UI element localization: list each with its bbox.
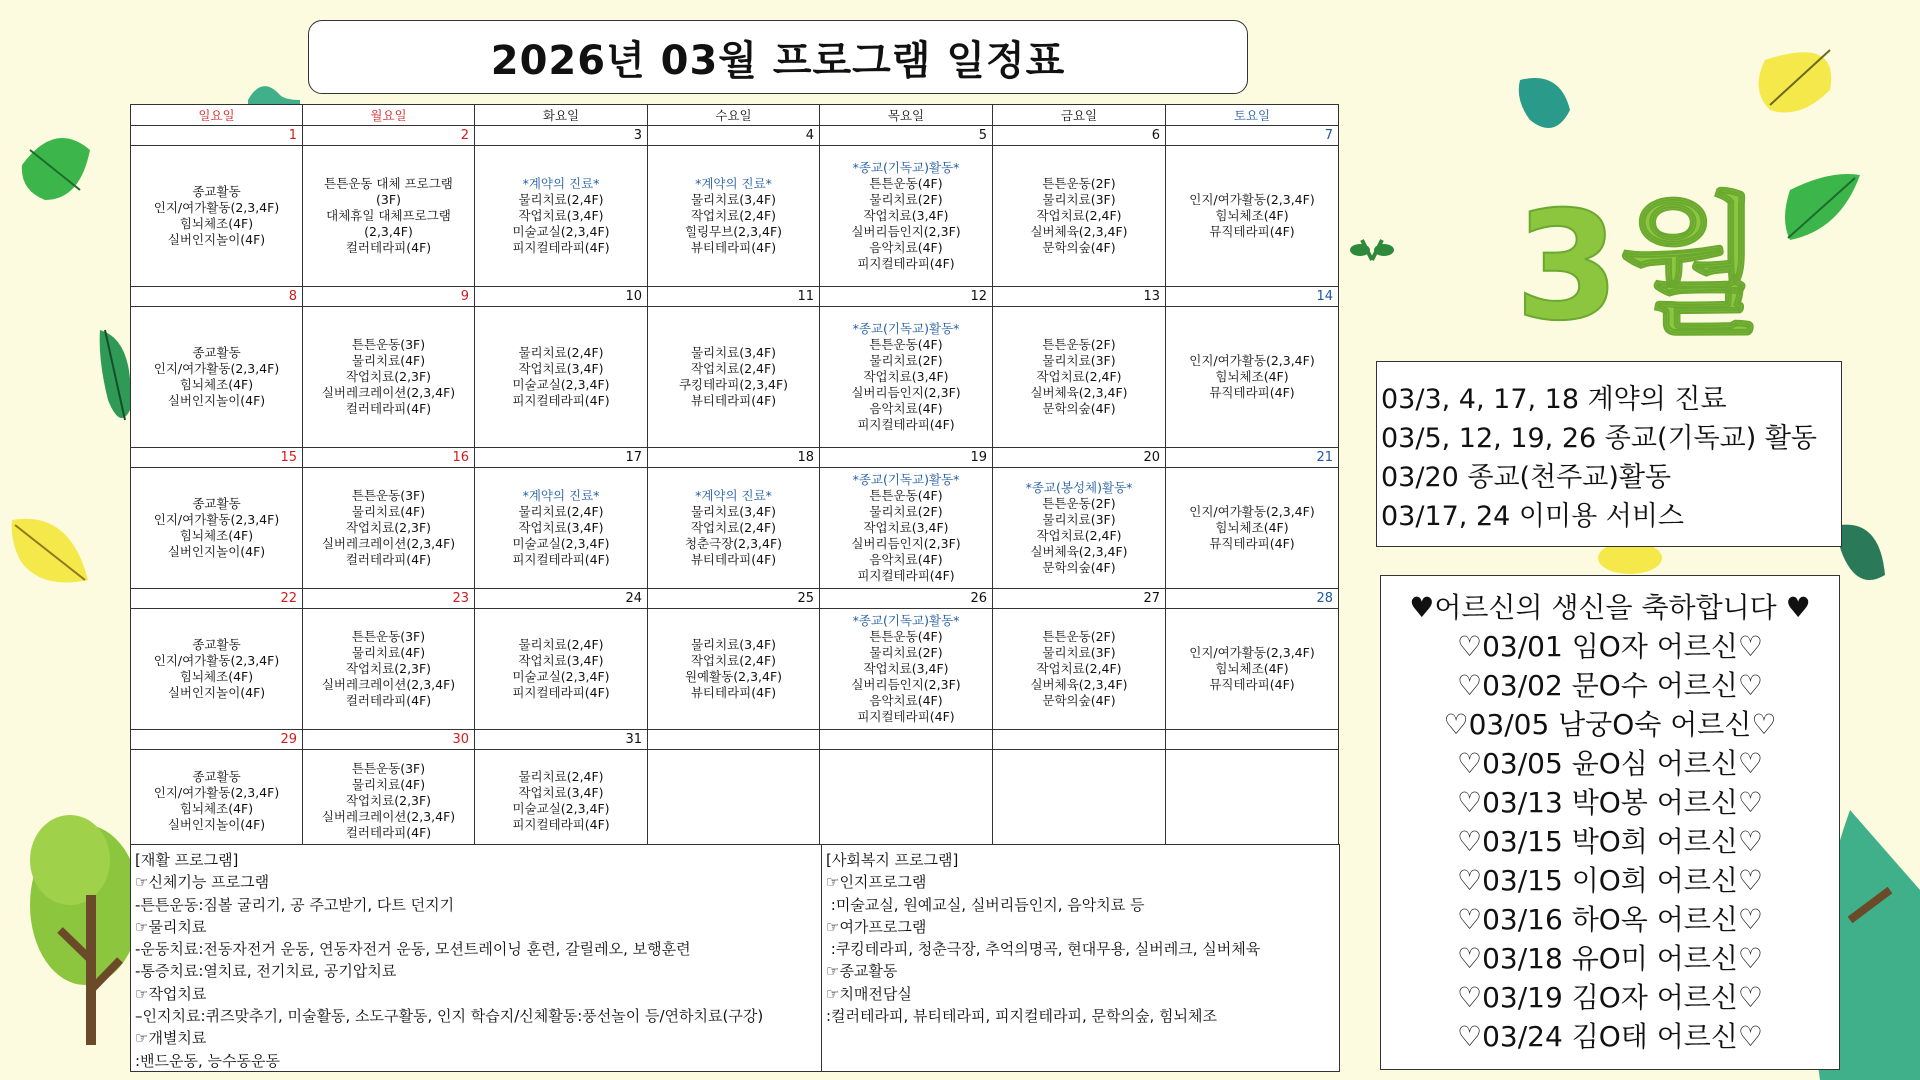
day-number: 28	[1166, 589, 1339, 609]
activity-item: 실버리듬인지(2,3F)	[851, 224, 961, 239]
empty-cell	[993, 750, 1166, 853]
activity-item: 실버레크레이션(2,3,4F)	[321, 385, 456, 400]
activity-item: 물리치료(4F)	[351, 777, 426, 792]
day-activities	[131, 750, 303, 853]
activity-item: 컬러테라피(4F)	[345, 401, 432, 416]
activity-item: *종교(봉성체)활동*	[1025, 480, 1133, 495]
activity-item: 인지/여가활동(2,3,4F)	[1189, 645, 1315, 660]
activity-item: 힘뇌체조(4F)	[1215, 520, 1289, 535]
leaf-green-icon-3	[1785, 174, 1860, 240]
activity-item: 실버레크레이션(2,3,4F)	[321, 809, 456, 824]
activity-item: 작업치료(2,3F)	[345, 793, 432, 808]
activity-item: 실버인지놀이(4F)	[167, 685, 266, 700]
birthday-box	[1380, 575, 1840, 1070]
day-number: 21	[1166, 448, 1339, 468]
leaf-teal-icon-2	[1838, 525, 1885, 580]
leaf-green-icon-2	[100, 330, 131, 420]
activity-item: 뮤직테라피(4F)	[1209, 224, 1295, 239]
page-title: 2026년 03월 프로그램 일정표	[308, 20, 1248, 94]
day-activities	[648, 468, 820, 589]
weekday-tue: 화요일	[475, 105, 648, 126]
activity-item: 미술교실(2,3,4F)	[512, 801, 610, 816]
activity-item: 작업치료(2,4F)	[1036, 661, 1122, 676]
day-number: 23	[303, 589, 475, 609]
activity-item: 물리치료(3,4F)	[690, 192, 777, 207]
activity-item: 튼튼운동(2F)	[1042, 629, 1116, 644]
day-number: 29	[131, 730, 303, 750]
day-number: 27	[993, 589, 1166, 609]
activity-item: 물리치료(2,4F)	[518, 192, 604, 207]
activity-item: 종교활동	[192, 345, 241, 360]
rehab-program-list	[131, 845, 822, 1071]
activity-item: 피지컬테라피(4F)	[512, 685, 610, 700]
day-number: 26	[820, 589, 993, 609]
day-activities	[820, 609, 993, 730]
activity-item: 뷰티테라피(4F)	[690, 552, 777, 567]
activity-item: 피지컬테라피(4F)	[512, 817, 610, 832]
day-activities	[1166, 468, 1339, 589]
day-number: 3	[475, 126, 648, 146]
notice-line: 03/3, 4, 17, 18 계약의 진료	[1381, 384, 1727, 415]
activity-item: 쿠킹테라피(2,3,4F)	[678, 377, 789, 392]
weekday-fri: 금요일	[993, 105, 1166, 126]
activity-item: 문학의숲(4F)	[1042, 560, 1116, 575]
day-number: 4	[648, 126, 820, 146]
empty-cell	[648, 730, 820, 750]
social-line: :미술교실, 원예교실, 실버리듬인지, 음악치료 등	[826, 895, 1145, 914]
day-activities	[648, 146, 820, 287]
activity-item: 인지/여가활동(2,3,4F)	[153, 512, 280, 527]
activity-item: 실버리듬인지(2,3F)	[851, 536, 961, 551]
activity-item: 작업치료(3,4F)	[863, 208, 949, 223]
empty-cell	[993, 730, 1166, 750]
social-line: ☞종교활동	[826, 962, 898, 981]
activity-item: 실버인지놀이(4F)	[167, 393, 266, 408]
day-activities	[475, 307, 648, 448]
activity-item: 컬러테라피(4F)	[345, 240, 432, 255]
activity-item: 문학의숲(4F)	[1042, 693, 1116, 708]
activity-item: 작업치료(2,4F)	[690, 361, 777, 376]
activity-item: 미술교실(2,3,4F)	[512, 377, 610, 392]
rehab-line: -튼튼운동:짐볼 굴리기, 공 주고받기, 다트 던지기	[135, 895, 455, 914]
empty-cell	[820, 730, 993, 750]
activity-row	[131, 609, 1339, 730]
activity-item: 물리치료(2F)	[869, 192, 943, 207]
activity-item: 작업치료(3,4F)	[518, 653, 604, 668]
day-number: 18	[648, 448, 820, 468]
activity-item: 실버인지놀이(4F)	[167, 232, 266, 247]
activity-row	[131, 307, 1339, 448]
activity-item: *계약의 진료*	[695, 176, 772, 191]
activity-item: 튼튼운동(4F)	[869, 629, 943, 644]
activity-item: 튼튼운동(3F)	[351, 629, 426, 644]
activity-item: 문학의숲(4F)	[1042, 240, 1116, 255]
activity-item: 미술교실(2,3,4F)	[512, 669, 610, 684]
activity-item: 종교활동	[192, 184, 241, 199]
activity-item: 피지컬테라피(4F)	[857, 256, 955, 271]
day-activities	[648, 307, 820, 448]
leaf-green-icon	[22, 138, 90, 200]
day-activities	[820, 307, 993, 448]
day-number: 15	[131, 448, 303, 468]
activity-item: 튼튼운동(2F)	[1042, 496, 1116, 511]
day-activities	[993, 146, 1166, 287]
tree-left-icon	[30, 815, 140, 1045]
birthday-header: ♥어르신의 생신을 축하합니다 ♥	[1409, 591, 1811, 624]
activity-item: 작업치료(2,4F)	[690, 653, 777, 668]
activity-item: 미술교실(2,3,4F)	[512, 536, 610, 551]
day-activities	[1166, 146, 1339, 287]
activity-item: 실버레크레이션(2,3,4F)	[321, 536, 456, 551]
activity-item: *종교(기독교)활동*	[852, 472, 960, 487]
activity-item: 작업치료(3,4F)	[518, 208, 604, 223]
activity-item: 실버인지놀이(4F)	[167, 817, 266, 832]
activity-item: 물리치료(2,4F)	[518, 504, 604, 519]
day-number: 13	[993, 287, 1166, 307]
social-program-list	[822, 845, 1339, 1071]
activity-item: 원예활동(2,3,4F)	[684, 669, 783, 684]
day-activities	[131, 609, 303, 730]
day-number: 7	[1166, 126, 1339, 146]
leaf-small-icon	[248, 86, 300, 104]
day-number-row	[131, 589, 1339, 609]
activity-item: 실버레크레이션(2,3,4F)	[321, 677, 456, 692]
empty-cell	[820, 750, 993, 853]
day-number-row	[131, 126, 1339, 146]
activity-item: (2,3,4F)	[364, 224, 413, 239]
activity-item: 힘뇌체조(4F)	[1215, 369, 1289, 384]
day-number: 17	[475, 448, 648, 468]
social-line: ☞치매전담실	[826, 984, 912, 1003]
day-activities	[303, 750, 475, 853]
activity-item: 힘뇌체조(4F)	[1215, 208, 1289, 223]
activity-item: 작업치료(2,4F)	[690, 208, 777, 223]
activity-item: 튼튼운동(2F)	[1042, 337, 1116, 352]
activity-item: 실버체육(2,3,4F)	[1030, 385, 1128, 400]
activity-item: 물리치료(4F)	[351, 504, 426, 519]
day-number: 11	[648, 287, 820, 307]
activity-item: 미술교실(2,3,4F)	[512, 224, 610, 239]
day-activities	[475, 750, 648, 853]
activity-item: *종교(기독교)활동*	[852, 160, 960, 175]
activity-item: (3F)	[376, 192, 401, 207]
day-number: 31	[475, 730, 648, 750]
rehab-line: -운동치료:전동자전거 운동, 연동자전거 운동, 모션트레이닝 훈련, 갈릴레오, 보행훈련	[135, 940, 691, 959]
weekday-thu: 목요일	[820, 105, 993, 126]
birthday-item: ♡03/05 윤O심 어르신♡	[1457, 747, 1763, 780]
activity-item: 힘뇌체조(4F)	[179, 669, 254, 684]
activity-item: 뮤직테라피(4F)	[1209, 385, 1295, 400]
activity-item: 물리치료(3,4F)	[690, 345, 777, 360]
activity-item: 작업치료(2,3F)	[345, 520, 432, 535]
rehab-line: ☞작업치료	[135, 984, 207, 1003]
activity-item: 물리치료(2F)	[869, 353, 943, 368]
activity-item: 문학의숲(4F)	[1042, 401, 1116, 416]
rehab-line: :밴드운동, 능수동운동	[135, 1051, 281, 1070]
activity-item: 인지/여가활동(2,3,4F)	[1189, 353, 1315, 368]
day-activities	[993, 468, 1166, 589]
activity-item: 힘뇌체조(4F)	[1215, 661, 1289, 676]
activity-item: 물리치료(2,4F)	[518, 769, 604, 784]
birthday-item: ♡03/18 유O미 어르신♡	[1457, 942, 1763, 975]
day-activities	[303, 609, 475, 730]
activity-item: 실버체육(2,3,4F)	[1030, 677, 1128, 692]
activity-item: 대체휴일 대체프로그램	[326, 208, 451, 223]
month-decoration: 3월	[1515, 180, 1765, 354]
weekday-header-row	[131, 105, 1339, 126]
activity-item: 컬러테라피(4F)	[345, 552, 432, 567]
activity-item: 실버체육(2,3,4F)	[1030, 544, 1128, 559]
activity-item: 튼튼운동(4F)	[869, 488, 943, 503]
activity-item: 컬러테라피(4F)	[345, 825, 432, 840]
social-line: [사회복지 프로그램]	[826, 851, 959, 869]
activity-item: 물리치료(3F)	[1042, 192, 1116, 207]
activity-item: 물리치료(2F)	[869, 504, 943, 519]
day-number: 10	[475, 287, 648, 307]
activity-item: 피지컬테라피(4F)	[512, 393, 610, 408]
activity-row	[131, 750, 1339, 853]
activity-item: 튼튼운동(3F)	[351, 488, 426, 503]
activity-item: 작업치료(3,4F)	[863, 661, 949, 676]
activity-item: 실버리듬인지(2,3F)	[851, 385, 961, 400]
day-activities	[131, 307, 303, 448]
activity-item: 작업치료(3,4F)	[518, 361, 604, 376]
social-line: ☞인지프로그램	[826, 873, 927, 892]
activity-item: 물리치료(3,4F)	[690, 504, 777, 519]
schedule-notice	[1376, 361, 1842, 547]
day-activities	[303, 146, 475, 287]
calendar-table	[130, 104, 1339, 853]
empty-cell	[1166, 750, 1339, 853]
day-number: 12	[820, 287, 993, 307]
birthday-item: ♡03/19 김O자 어르신♡	[1457, 981, 1763, 1014]
activity-item: *종교(기독교)활동*	[852, 321, 960, 336]
activity-item: 인지/여가활동(2,3,4F)	[1189, 504, 1315, 519]
weekday-sat: 토요일	[1166, 105, 1339, 126]
activity-item: 물리치료(3F)	[1042, 645, 1116, 660]
weekday-sun: 일요일	[131, 105, 303, 126]
day-number: 2	[303, 126, 475, 146]
activity-item: 작업치료(3,4F)	[863, 520, 949, 535]
day-number: 1	[131, 126, 303, 146]
activity-item: 물리치료(2F)	[869, 645, 943, 660]
social-line: :쿠킹테라피, 청춘극장, 추억의명곡, 현대무용, 실버레크, 실버체육	[826, 940, 1261, 959]
activity-item: 음악치료(4F)	[869, 693, 943, 708]
day-number: 25	[648, 589, 820, 609]
activity-item: 뷰티테라피(4F)	[690, 240, 777, 255]
activity-item: *계약의 진료*	[522, 488, 600, 503]
activity-item: 작업치료(2,4F)	[690, 520, 777, 535]
activity-item: 힐링무브(2,3,4F)	[684, 224, 783, 239]
activity-item: 인지/여가활동(2,3,4F)	[153, 200, 280, 215]
activity-item: 피지컬테라피(4F)	[512, 552, 610, 567]
activity-item: 뷰티테라피(4F)	[690, 685, 777, 700]
notice-line: 03/17, 24 이미용 서비스	[1381, 501, 1684, 532]
activity-item: 작업치료(2,4F)	[1036, 528, 1122, 543]
activity-item: 튼튼운동 대체 프로그램	[324, 176, 453, 191]
activity-item: 튼튼운동(4F)	[869, 176, 943, 191]
activity-item: 피지컬테라피(4F)	[857, 568, 955, 583]
activity-item: 피지컬테라피(4F)	[512, 240, 610, 255]
day-number-row	[131, 730, 1339, 750]
activity-item: 종교활동	[192, 637, 241, 652]
day-activities	[993, 307, 1166, 448]
weekday-mon: 월요일	[303, 105, 475, 126]
activity-item: 물리치료(2,4F)	[518, 637, 604, 652]
day-activities	[1166, 609, 1339, 730]
day-number: 22	[131, 589, 303, 609]
activity-item: 음악치료(4F)	[869, 401, 943, 416]
activity-item: 음악치료(4F)	[869, 240, 943, 255]
leaf-teal-icon	[1519, 78, 1570, 128]
rehab-line: [재활 프로그램]	[135, 851, 239, 869]
day-number: 6	[993, 126, 1166, 146]
activity-item: 물리치료(3,4F)	[690, 637, 777, 652]
birthday-item: ♡03/02 문O수 어르신♡	[1457, 669, 1763, 702]
birthday-item: ♡03/05 남궁O숙 어르신♡	[1443, 708, 1777, 741]
activity-item: 뷰티테라피(4F)	[690, 393, 777, 408]
rehab-line: –인지치료:퀴즈맞추기, 미술활동, 소도구활동, 인지 학습지/신체활동:풍선놀이 등/연하치료(구강)	[135, 1007, 764, 1026]
activity-item: 뮤직테라피(4F)	[1209, 677, 1295, 692]
day-number: 16	[303, 448, 475, 468]
activity-item: 물리치료(2,4F)	[518, 345, 604, 360]
birthday-item: ♡03/01 임O자 어르신♡	[1457, 630, 1763, 663]
day-number: 24	[475, 589, 648, 609]
day-number: 8	[131, 287, 303, 307]
birthday-item: ♡03/15 박O희 어르신♡	[1457, 825, 1763, 858]
empty-cell	[1166, 730, 1339, 750]
day-activities	[993, 609, 1166, 730]
activity-item: 힘뇌체조(4F)	[179, 216, 254, 231]
activity-item: 피지컬테라피(4F)	[857, 417, 955, 432]
activity-item: 컬러테라피(4F)	[345, 693, 432, 708]
activity-item: 튼튼운동(3F)	[351, 761, 426, 776]
activity-item: 인지/여가활동(2,3,4F)	[153, 653, 280, 668]
day-number: 5	[820, 126, 993, 146]
rehab-line: -통증치료:열치료, 전기치료, 공기압치료	[135, 962, 397, 981]
activity-item: 작업치료(2,4F)	[1036, 208, 1122, 223]
day-number: 9	[303, 287, 475, 307]
activity-item: *계약의 진료*	[522, 176, 600, 191]
day-number-row	[131, 287, 1339, 307]
birthday-item: ♡03/15 이O희 어르신♡	[1457, 864, 1763, 897]
birthday-item: ♡03/16 하O옥 어르신♡	[1457, 903, 1763, 936]
activity-item: 종교활동	[192, 769, 241, 784]
rehab-line: ☞신체기능 프로그램	[135, 873, 270, 892]
day-number: 14	[1166, 287, 1339, 307]
day-activities	[820, 468, 993, 589]
day-activities	[475, 146, 648, 287]
day-activities	[475, 468, 648, 589]
day-activities	[820, 146, 993, 287]
activity-item: 작업치료(3,4F)	[863, 369, 949, 384]
activity-item: *종교(기독교)활동*	[852, 613, 960, 628]
activity-row	[131, 146, 1339, 287]
leaf-yellow-icon	[12, 519, 88, 583]
activity-item: 물리치료(3F)	[1042, 353, 1116, 368]
activity-item: 음악치료(4F)	[869, 552, 943, 567]
social-line: :컬러테라피, 뷰티테라피, 피지컬테라피, 문학의숲, 힘뇌체조	[826, 1007, 1217, 1026]
leaf-yellow-icon-2	[1759, 50, 1832, 113]
program-description	[130, 844, 1340, 1072]
activity-item: 튼튼운동(2F)	[1042, 176, 1116, 191]
activity-item: 인지/여가활동(2,3,4F)	[153, 785, 280, 800]
activity-item: 힘뇌체조(4F)	[179, 528, 254, 543]
notice-line: 03/20 종교(천주교)활동	[1381, 462, 1672, 493]
notice-line: 03/5, 12, 19, 26 종교(기독교) 활동	[1381, 423, 1818, 454]
activity-item: 작업치료(2,3F)	[345, 369, 432, 384]
activity-item: 튼튼운동(4F)	[869, 337, 943, 352]
activity-item: 실버인지놀이(4F)	[167, 544, 266, 559]
activity-item: 작업치료(3,4F)	[518, 785, 604, 800]
day-activities	[131, 146, 303, 287]
activity-item: 뮤직테라피(4F)	[1209, 536, 1295, 551]
rehab-line: ☞개별치료	[135, 1029, 207, 1048]
activity-item: 작업치료(3,4F)	[518, 520, 604, 535]
activity-item: *계약의 진료*	[695, 488, 772, 503]
day-activities	[648, 609, 820, 730]
birthday-item: ♡03/24 김O태 어르신♡	[1457, 1020, 1763, 1053]
day-activities	[303, 307, 475, 448]
day-activities	[131, 468, 303, 589]
activity-item: 작업치료(2,4F)	[1036, 369, 1122, 384]
activity-row	[131, 468, 1339, 589]
sprout-icon	[1350, 240, 1394, 260]
weekday-wed: 수요일	[648, 105, 820, 126]
activity-item: 힘뇌체조(4F)	[179, 801, 254, 816]
birthday-list	[1381, 627, 1839, 1056]
activity-item: 종교활동	[192, 496, 241, 511]
activity-item: 실버체육(2,3,4F)	[1030, 224, 1128, 239]
activity-item: 튼튼운동(3F)	[351, 337, 426, 352]
activity-item: 물리치료(4F)	[351, 353, 426, 368]
activity-item: 물리치료(4F)	[351, 645, 426, 660]
day-number: 20	[993, 448, 1166, 468]
activity-item: 작업치료(2,3F)	[345, 661, 432, 676]
activity-item: 실버리듬인지(2,3F)	[851, 677, 961, 692]
empty-cell	[648, 750, 820, 853]
activity-item: 인지/여가활동(2,3,4F)	[153, 361, 280, 376]
day-activities	[1166, 307, 1339, 448]
day-activities	[303, 468, 475, 589]
activity-item: 물리치료(3F)	[1042, 512, 1116, 527]
day-number: 19	[820, 448, 993, 468]
activity-item: 청춘극장(2,3,4F)	[684, 536, 783, 551]
day-number-row	[131, 448, 1339, 468]
birthday-item: ♡03/13 박O봉 어르신♡	[1457, 786, 1763, 819]
day-activities	[475, 609, 648, 730]
activity-item: 힘뇌체조(4F)	[179, 377, 254, 392]
social-line: ☞여가프로그램	[826, 917, 927, 936]
day-number: 30	[303, 730, 475, 750]
rehab-line: ☞물리치료	[135, 917, 207, 936]
activity-item: 피지컬테라피(4F)	[857, 709, 955, 724]
activity-item: 인지/여가활동(2,3,4F)	[1189, 192, 1315, 207]
